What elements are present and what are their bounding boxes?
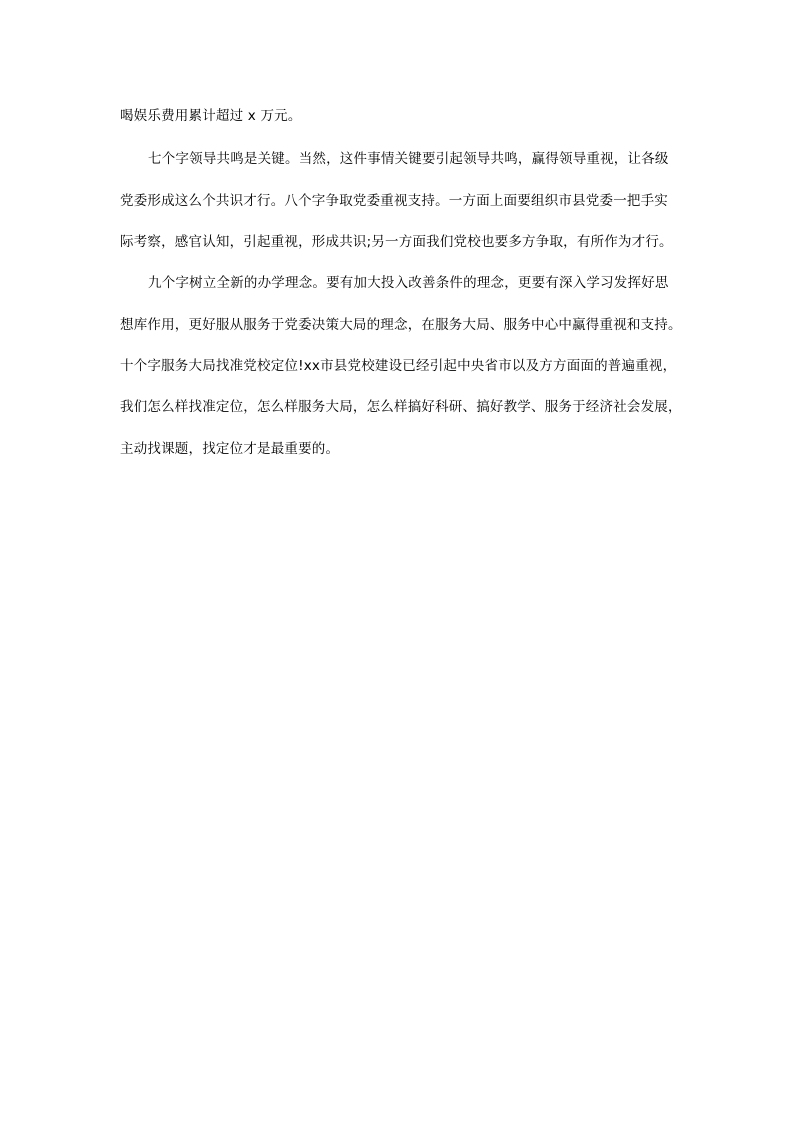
text-line-7: 十个字服务大局找准党校定位!xx市县党校建设已经引起中央省市以及方方面面的普遍重视， — [120, 358, 677, 374]
text-line-3: 党委形成这么个共识才行。八个字争取党委重视支持。一方面上面要组织市县党委一把手实 — [120, 193, 668, 209]
text-line-4: 际考察，感官认知，引起重视，形成共识;另一方面我们党校也要多方争取，有所作为才行。 — [120, 234, 673, 250]
text-line-5: 九个字树立全新的办学理念。要有加大投入改善条件的理念，更要有深入学习发挥好思 — [148, 275, 669, 291]
text-line-1: 喝娱乐费用累计超过 x 万元。 — [120, 108, 302, 124]
text-line-8: 我们怎么样找准定位，怎么样服务大局，怎么样搞好科研、搞好教学、服务于经济社会发展， — [120, 399, 682, 415]
text-line-2: 七个字领导共鸣是关键。当然，这件事情关键要引起领导共鸣，赢得领导重视，让各级 — [148, 151, 669, 167]
text-line-6: 想库作用，更好服从服务于党委决策大局的理念，在服务大局、服务中心中赢得重视和支持。 — [120, 317, 682, 333]
text-line-9: 主动找课题，找定位才是最重要的。 — [120, 441, 340, 457]
